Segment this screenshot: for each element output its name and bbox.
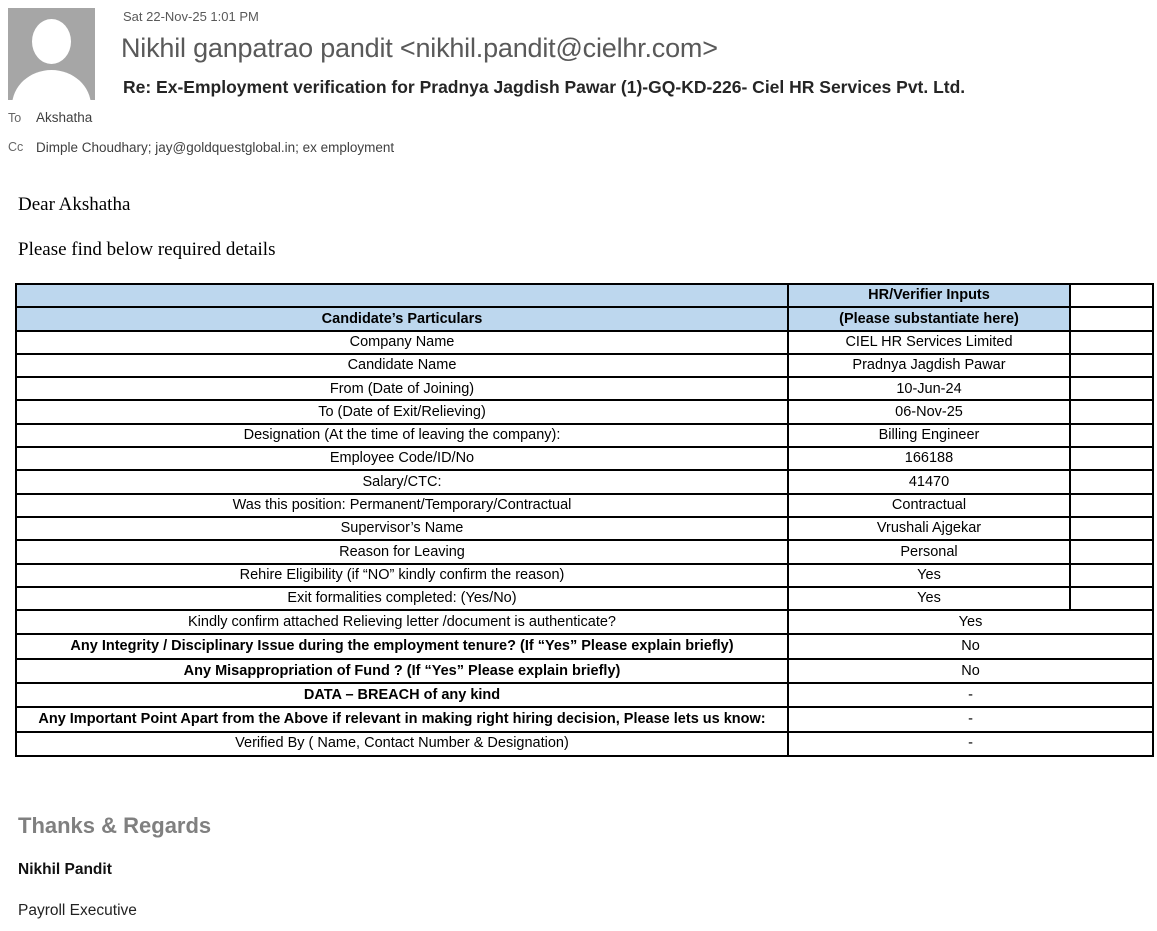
row-label: Any Important Point Apart from the Above if relevant in making right hiring decision, Please lets us know: bbox=[16, 707, 788, 731]
row-label: DATA – BREACH of any kind bbox=[16, 683, 788, 707]
sent-datetime: Sat 22-Nov-25 1:01 PM bbox=[123, 9, 259, 24]
avatar-person-icon-body bbox=[12, 70, 91, 100]
verifier-extra-cell bbox=[1070, 494, 1153, 517]
row-label: Any Integrity / Disciplinary Issue during the employment tenure? (If “Yes” Please explain briefly) bbox=[16, 634, 788, 658]
table-row bbox=[16, 564, 1153, 587]
avatar-person-icon bbox=[32, 19, 71, 64]
row-value: No bbox=[788, 634, 1153, 658]
to-label: To bbox=[8, 111, 22, 125]
table-row bbox=[16, 683, 1153, 707]
verifier-extra-cell bbox=[1070, 540, 1153, 563]
row-label: Verified By ( Name, Contact Number & Designation) bbox=[16, 732, 788, 756]
table-row bbox=[16, 424, 1153, 447]
row-label: Any Misappropriation of Fund ? (If “Yes” Please explain briefly) bbox=[16, 659, 788, 683]
row-label: Reason for Leaving bbox=[16, 540, 788, 563]
verifier-extra-cell bbox=[1070, 354, 1153, 377]
sender-name-email[interactable]: Nikhil ganpatrao pandit <nikhil.pandit@cielhr.com> bbox=[121, 33, 718, 63]
row-label: Company Name bbox=[16, 331, 788, 354]
table-row bbox=[16, 400, 1153, 423]
row-label: Candidate Name bbox=[16, 354, 788, 377]
row-value: Billing Engineer bbox=[788, 424, 1070, 447]
row-value: - bbox=[788, 683, 1153, 707]
verifier-extra-cell bbox=[1070, 517, 1153, 540]
row-label: Employee Code/ID/No bbox=[16, 447, 788, 470]
row-value: Yes bbox=[788, 587, 1070, 610]
table-row bbox=[16, 634, 1153, 658]
verifier-extra-cell bbox=[1070, 564, 1153, 587]
row-value: 41470 bbox=[788, 470, 1070, 493]
row-value: Yes bbox=[788, 564, 1070, 587]
table-row bbox=[16, 354, 1153, 377]
intro-text: Please find below required details bbox=[18, 239, 276, 260]
table-header-row-1 bbox=[16, 284, 1153, 307]
verifier-extra-cell bbox=[1070, 470, 1153, 493]
closing-text: Thanks & Regards bbox=[18, 813, 212, 838]
row-label: Salary/CTC: bbox=[16, 470, 788, 493]
verifier-extra-cell bbox=[1070, 331, 1153, 354]
signature-title: Payroll Executive bbox=[18, 902, 137, 919]
email-subject: Re: Ex-Employment verification for Pradnya Jagdish Pawar (1)-GQ-KD-226- Ciel HR Services Pvt. Ltd. bbox=[123, 77, 966, 97]
row-label: To (Date of Exit/Relieving) bbox=[16, 400, 788, 423]
table-row bbox=[16, 494, 1153, 517]
verifier-extra-cell bbox=[1070, 587, 1153, 610]
to-recipient[interactable]: Akshatha bbox=[36, 110, 93, 125]
row-value: 166188 bbox=[788, 447, 1070, 470]
row-value: Personal bbox=[788, 540, 1070, 563]
header-hr-verifier-inputs: HR/Verifier Inputs bbox=[788, 284, 1070, 307]
row-value: No bbox=[788, 659, 1153, 683]
signature-name: Nikhil Pandit bbox=[18, 861, 112, 878]
row-label: Designation (At the time of leaving the company): bbox=[16, 424, 788, 447]
header-extra-cell bbox=[1070, 307, 1153, 330]
table-header-row-2 bbox=[16, 307, 1153, 330]
table-row bbox=[16, 610, 1153, 634]
verifier-extra-cell bbox=[1070, 377, 1153, 400]
verifier-extra-cell bbox=[1070, 447, 1153, 470]
verifier-extra-cell bbox=[1070, 400, 1153, 423]
header-candidates-particulars: Candidate’s Particulars bbox=[16, 307, 788, 330]
row-label: Was this position: Permanent/Temporary/Contractual bbox=[16, 494, 788, 517]
table-row bbox=[16, 540, 1153, 563]
table-row bbox=[16, 732, 1153, 756]
row-value: - bbox=[788, 707, 1153, 731]
row-value: - bbox=[788, 732, 1153, 756]
cc-recipients[interactable]: Dimple Choudhary; jay@goldquestglobal.in; ex employment bbox=[36, 140, 395, 155]
greeting-text: Dear Akshatha bbox=[18, 194, 131, 215]
cc-label: Cc bbox=[8, 140, 24, 154]
row-label: From (Date of Joining) bbox=[16, 377, 788, 400]
row-label: Rehire Eligibility (if “NO” kindly confirm the reason) bbox=[16, 564, 788, 587]
table-row bbox=[16, 587, 1153, 610]
row-label: Kindly confirm attached Relieving letter /document is authenticate? bbox=[16, 610, 788, 634]
table-row bbox=[16, 707, 1153, 731]
row-value: Yes bbox=[788, 610, 1153, 634]
table-row bbox=[16, 331, 1153, 354]
row-label: Exit formalities completed: (Yes/No) bbox=[16, 587, 788, 610]
table-row bbox=[16, 470, 1153, 493]
table-row bbox=[16, 377, 1153, 400]
header-please-substantiate: (Please substantiate here) bbox=[788, 307, 1070, 330]
table-row bbox=[16, 517, 1153, 540]
row-value: Contractual bbox=[788, 494, 1070, 517]
verifier-extra-cell bbox=[1070, 424, 1153, 447]
row-value: Pradnya Jagdish Pawar bbox=[788, 354, 1070, 377]
header-extra-cell bbox=[1070, 284, 1153, 307]
table-row bbox=[16, 659, 1153, 683]
row-value: 06-Nov-25 bbox=[788, 400, 1070, 423]
header-empty-cell bbox=[16, 284, 788, 307]
verification-table bbox=[15, 283, 1154, 757]
verification-table-body bbox=[16, 284, 1153, 756]
row-value: 10-Jun-24 bbox=[788, 377, 1070, 400]
row-value: CIEL HR Services Limited bbox=[788, 331, 1070, 354]
row-value: Vrushali Ajgekar bbox=[788, 517, 1070, 540]
table-row bbox=[16, 447, 1153, 470]
row-label: Supervisor’s Name bbox=[16, 517, 788, 540]
sender-avatar[interactable] bbox=[8, 8, 95, 100]
